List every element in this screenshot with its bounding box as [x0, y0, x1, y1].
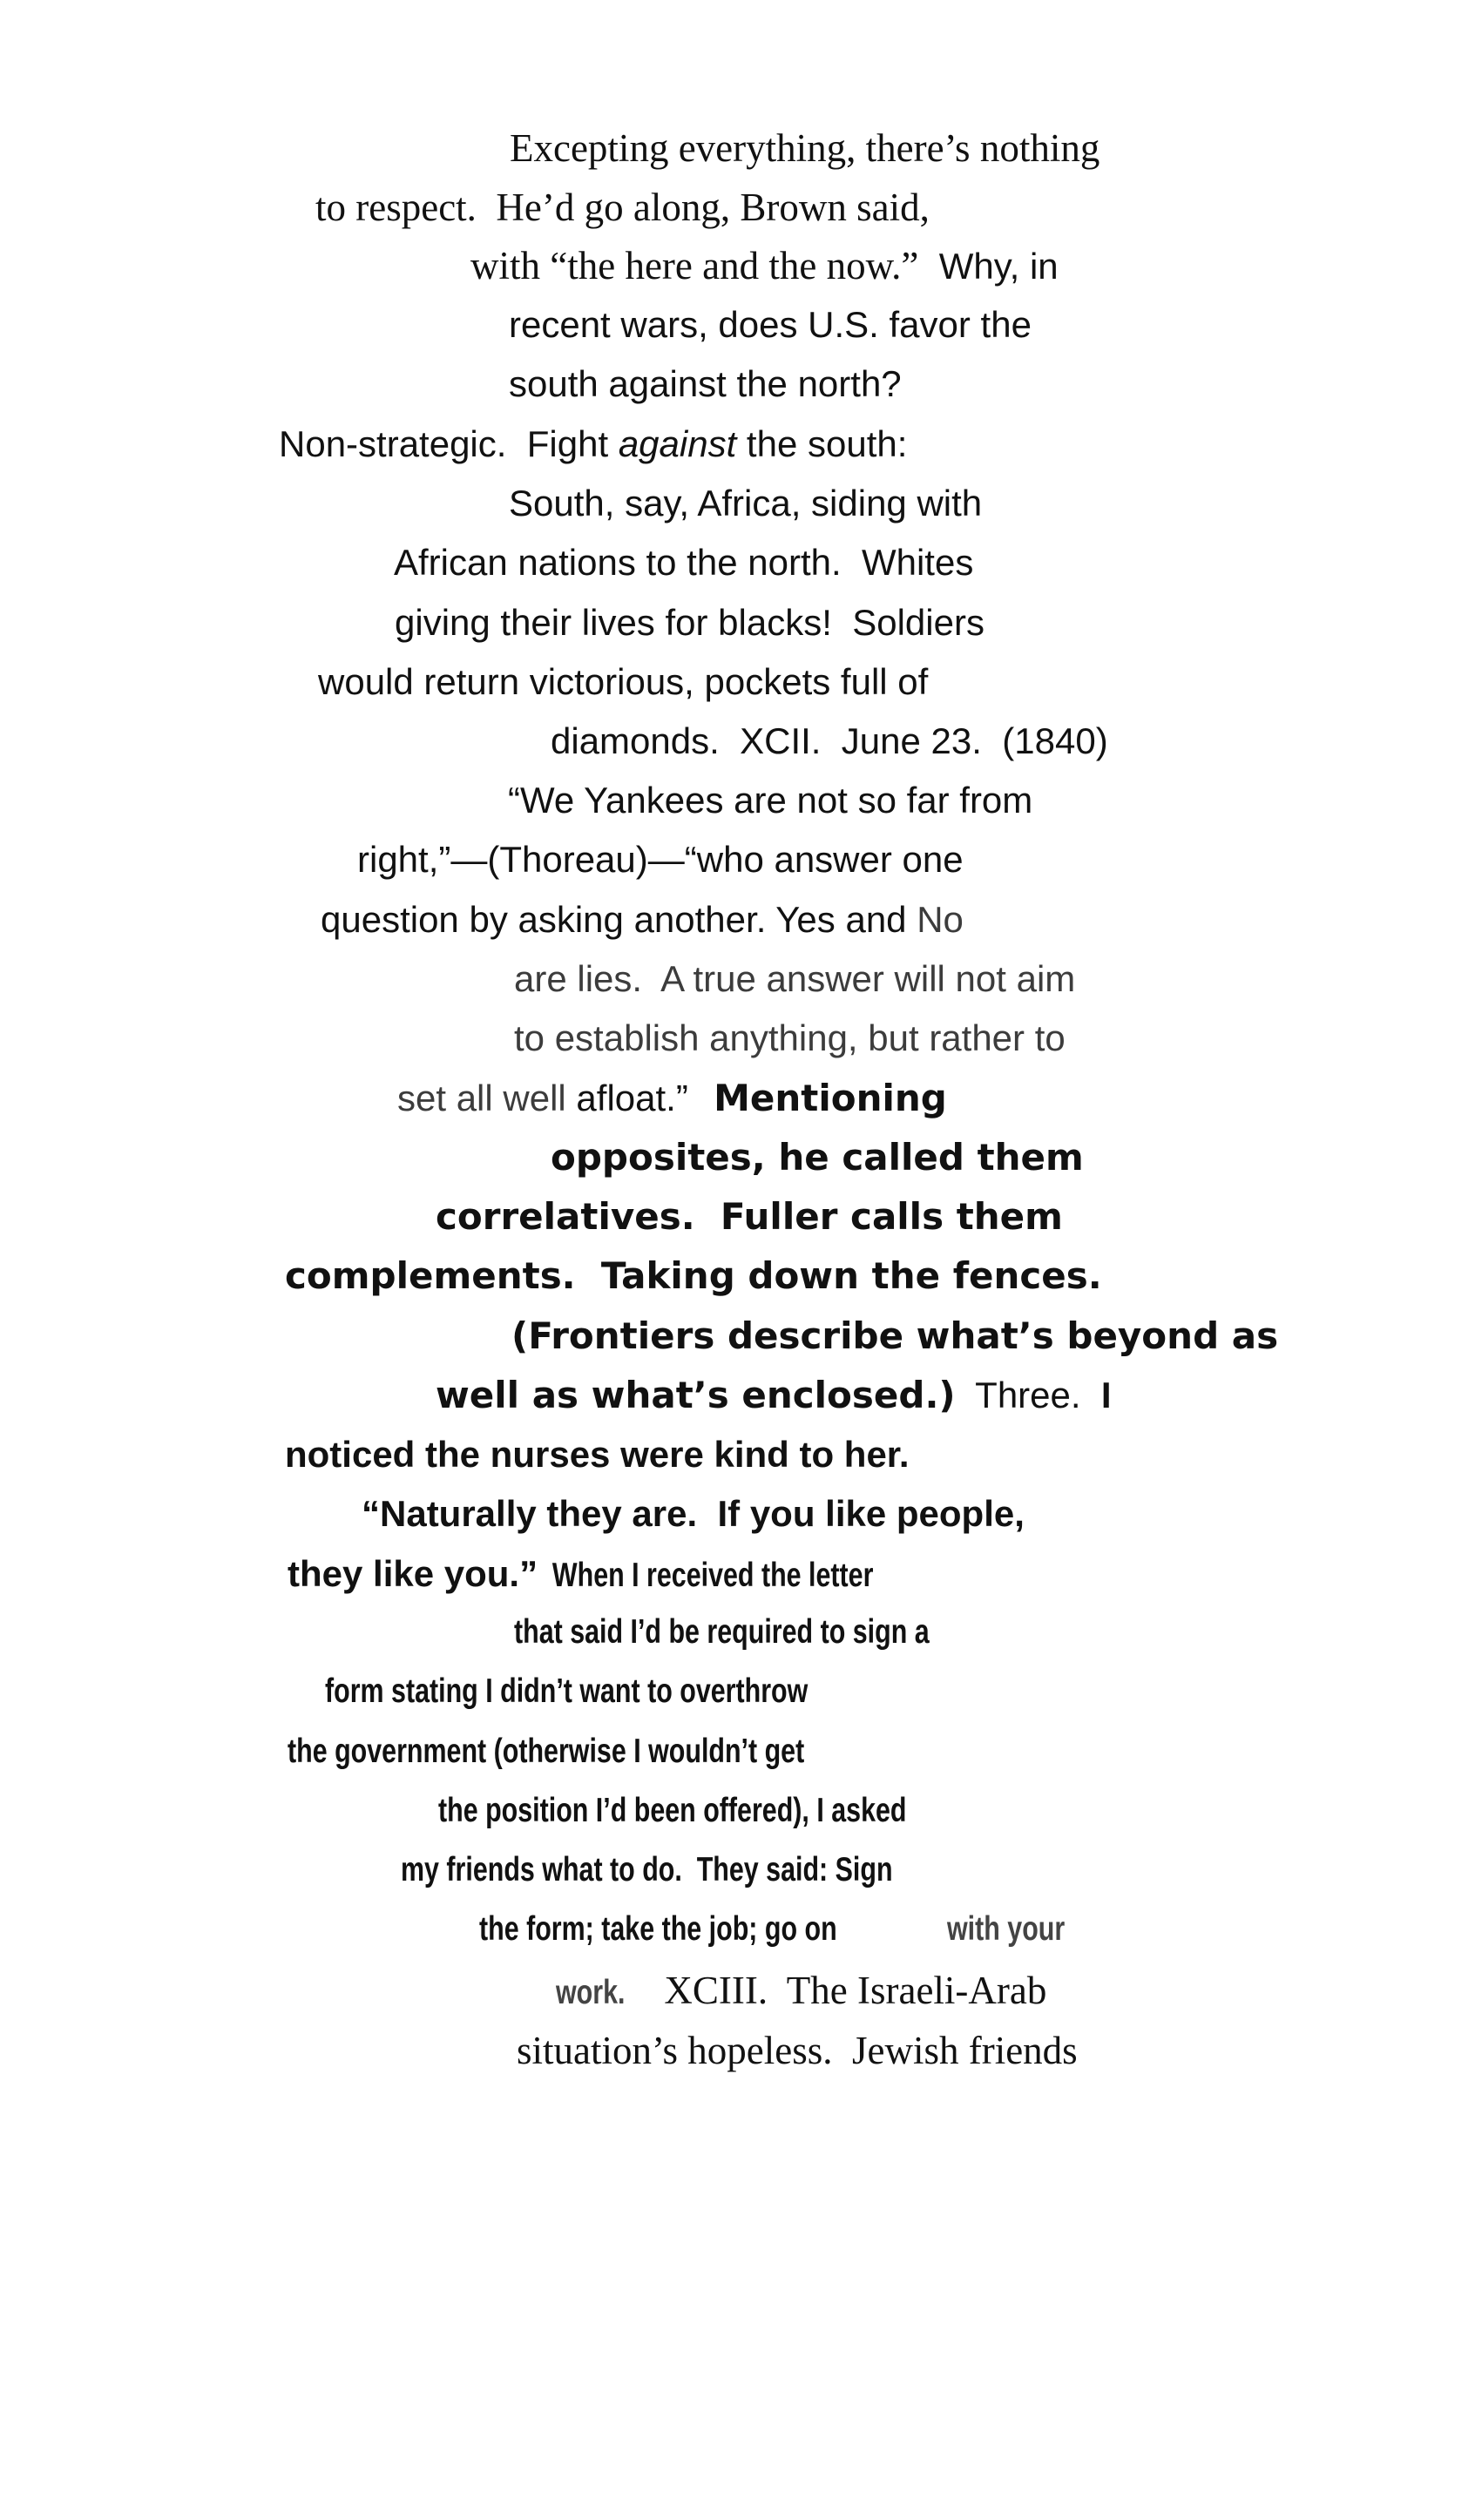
line-segment: that said I’d be required to sign a	[514, 1613, 930, 1651]
text-line	[315, 188, 930, 227]
text-line	[509, 363, 902, 404]
line-segment: the government (otherwise I wouldn’t get	[288, 1733, 805, 1770]
line-segment: I	[1100, 1375, 1112, 1415]
line-segment: to establish anything, but rather to	[514, 1017, 1066, 1058]
line-segment: form stating I didn’t want to overthrow	[325, 1672, 809, 1710]
line-segment: situation’s hopeless. Jewish friends	[517, 2029, 1078, 2072]
line-segment: with your	[947, 1910, 1066, 1948]
line-segment: Three.	[955, 1375, 1101, 1415]
text-line	[509, 485, 982, 522]
line-segment: are lies. A true answer will not aim	[514, 958, 1076, 999]
text-line	[401, 1853, 1032, 1887]
text-line	[479, 1912, 1099, 1946]
line-segment: the south:	[736, 423, 908, 464]
text-line	[436, 1374, 1112, 1416]
line-segment: diamonds. XCII. June 23. (1840)	[551, 720, 1108, 761]
line-segment: set all well	[397, 1078, 566, 1118]
text-line	[470, 244, 1059, 287]
line-segment: complements. Taking down the fences.	[285, 1254, 1102, 1297]
text-line	[288, 1734, 951, 1768]
text-line	[362, 1493, 1025, 1534]
text-line	[551, 1136, 1084, 1179]
line-segment: the position I’d been offered), I asked	[438, 1792, 907, 1829]
line-segment: XCIII. The Israeli-Arab	[644, 1969, 1047, 2012]
text-line	[397, 1077, 947, 1119]
line-segment: giving their lives for blacks! Soldiers	[395, 602, 984, 643]
line-segment: afloat.”	[565, 1078, 688, 1118]
line-segment: noticed the nurses were kind to her.	[285, 1434, 910, 1475]
text-line	[508, 782, 1032, 819]
line-segment: Mentioning	[687, 1077, 947, 1119]
text-line	[279, 423, 908, 464]
text-line	[514, 1017, 1066, 1058]
text-line	[556, 1971, 1046, 2010]
line-segment: opposites, he called them	[551, 1136, 1084, 1179]
text-line	[436, 1195, 1063, 1238]
text-line	[395, 602, 984, 643]
line-segment: the form; take the job; go on	[479, 1910, 845, 1948]
line-segment: Why, in	[918, 246, 1059, 287]
text-line	[394, 544, 973, 581]
text-line	[510, 126, 1100, 170]
text-line	[517, 2031, 1078, 2071]
line-segment: with “the here and the now.”	[470, 244, 919, 287]
text-line	[318, 661, 929, 702]
line-segment: correlatives. Fuller calls them	[436, 1195, 1063, 1238]
text-line	[288, 1553, 968, 1594]
text-line	[551, 720, 1108, 761]
text-line	[321, 899, 964, 940]
text-line	[357, 841, 964, 878]
line-segment: African nations to the north. Whites	[394, 542, 974, 583]
line-segment: south against the north?	[509, 363, 902, 404]
line-segment: question by asking another. Yes and	[321, 899, 917, 940]
line-segment: When I received the letter	[538, 1557, 874, 1594]
line-segment: would return victorious, pockets full of	[318, 661, 929, 702]
line-segment: Non-strategic. Fight	[279, 423, 619, 464]
line-segment: Excepting everything, there’s nothing	[510, 126, 1100, 170]
text-line	[285, 1436, 910, 1473]
text-line	[438, 1794, 1039, 1828]
text-line	[514, 1615, 1046, 1649]
line-segment: (Frontiers describe what’s beyond as	[511, 1314, 1279, 1357]
text-line	[509, 304, 1032, 345]
line-segment: work.	[556, 1974, 626, 2011]
text-line	[285, 1254, 1102, 1297]
line-segment: right,”—(Thoreau)—“who answer one	[357, 839, 964, 880]
line-segment: recent wars, does U.S. favor the	[509, 304, 1032, 345]
line-segment: No	[917, 899, 964, 940]
text-line	[511, 1314, 1279, 1357]
text-line	[325, 1674, 944, 1708]
line-segment: South, say, Africa, siding with	[509, 483, 983, 524]
line-segment: my friends what to do. They said: Sign	[401, 1851, 893, 1888]
text-line	[514, 958, 1076, 999]
line-segment: well as what’s enclosed.)	[436, 1374, 956, 1416]
line-segment: “We Yankees are not so far from	[508, 780, 1033, 821]
italic-segment: against	[618, 423, 737, 464]
line-segment: to respect. He’d go along, Brown said,	[315, 186, 930, 229]
line-segment: “Naturally they are. If you like people,	[362, 1493, 1025, 1534]
line-segment: they like you.”	[288, 1553, 538, 1594]
